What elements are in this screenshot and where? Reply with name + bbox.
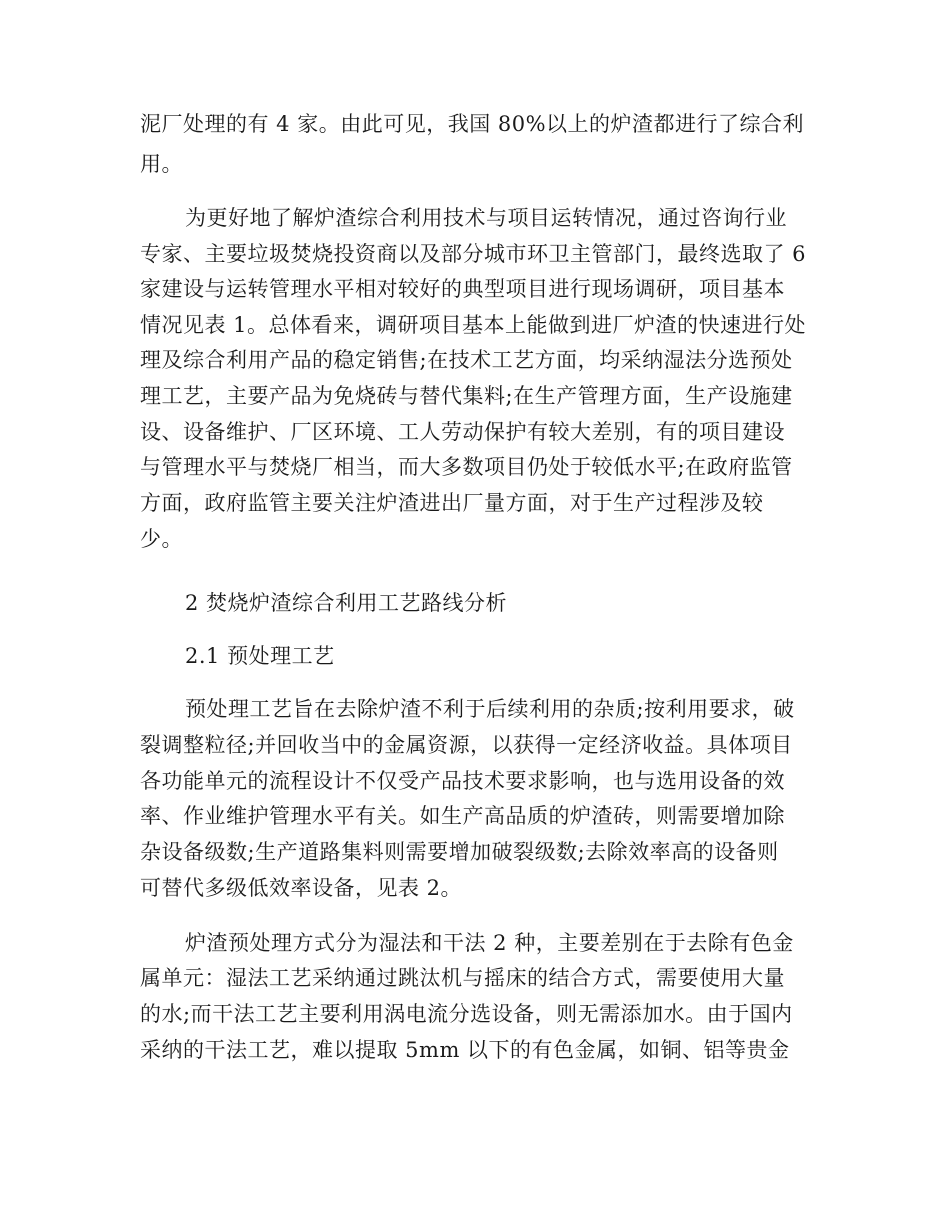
- text-line: 可替代多级低效率设备，见表 2。: [140, 876, 463, 900]
- text-line: 各功能单元的流程设计不仅受产品技术要求影响，也与选用设备的效: [140, 769, 785, 793]
- text-line: 泥厂处理的有 4 家。由此可见，我国 80%以上的炉渣都进行了综合利: [140, 112, 805, 136]
- text-line: 的水;而干法工艺主要利用涡电流分选设备，则无需添加水。由于国内: [140, 1002, 793, 1026]
- text-line: 方面，政府监管主要关注炉渣进出厂量方面，对于生产过程涉及较: [140, 491, 764, 515]
- text-line: 用。: [140, 152, 183, 176]
- text-line: 采纳的干法工艺，难以提取 5mm 以下的有色金属，如铜、铝等贵金: [140, 1038, 790, 1062]
- text-line: 情况见表 1。总体看来，调研项目基本上能做到进厂炉渣的快速进行处: [140, 313, 807, 337]
- text-line: 杂设备级数;生产道路集料则需要增加破裂级数;去除效率高的设备则: [140, 840, 779, 864]
- text-line: 理工艺，主要产品为免烧砖与替代集料;在生产管理方面，生产设施建: [140, 384, 793, 408]
- text-line: 理及综合利用产品的稳定销售;在技术工艺方面，均采纳湿法分选预处: [140, 348, 793, 372]
- text-line: 设、设备维护、厂区环境、工人劳动保护有较大差别，有的项目建设: [140, 420, 785, 444]
- text-line: 与管理水平与焚烧厂相当，而大多数项目仍处于较低水平;在政府监管: [140, 455, 793, 479]
- subsection-heading: 2.1 预处理工艺: [185, 644, 335, 668]
- text-line: 为更好地了解炉渣综合利用技术与项目运转情况，通过咨询行业: [185, 206, 787, 230]
- text-line: 炉渣预处理方式分为湿法和干法 2 种，主要差别在于去除有色金: [185, 931, 794, 955]
- text-line: 少。: [140, 527, 183, 551]
- text-line: 属单元：湿法工艺采纳通过跳汰机与摇床的结合方式，需要使用大量: [140, 966, 785, 990]
- text-line: 率、作业维护管理水平有关。如生产高品质的炉渣砖，则需要增加除: [140, 804, 785, 828]
- text-line: 预处理工艺旨在去除炉渣不利于后续利用的杂质;按利用要求，破: [185, 697, 795, 721]
- text-line: 裂调整粒径;并回收当中的金属资源，以获得一定经济收益。具体项目: [140, 733, 793, 757]
- text-line: 专家、主要垃圾焚烧投资商以及部分城市环卫主管部门，最终选取了 6: [140, 242, 807, 266]
- section-heading: 2 焚烧炉渣综合利用工艺路线分析: [185, 591, 508, 615]
- text-line: 家建设与运转管理水平相对较好的典型项目进行现场调研，项目基本: [140, 277, 785, 301]
